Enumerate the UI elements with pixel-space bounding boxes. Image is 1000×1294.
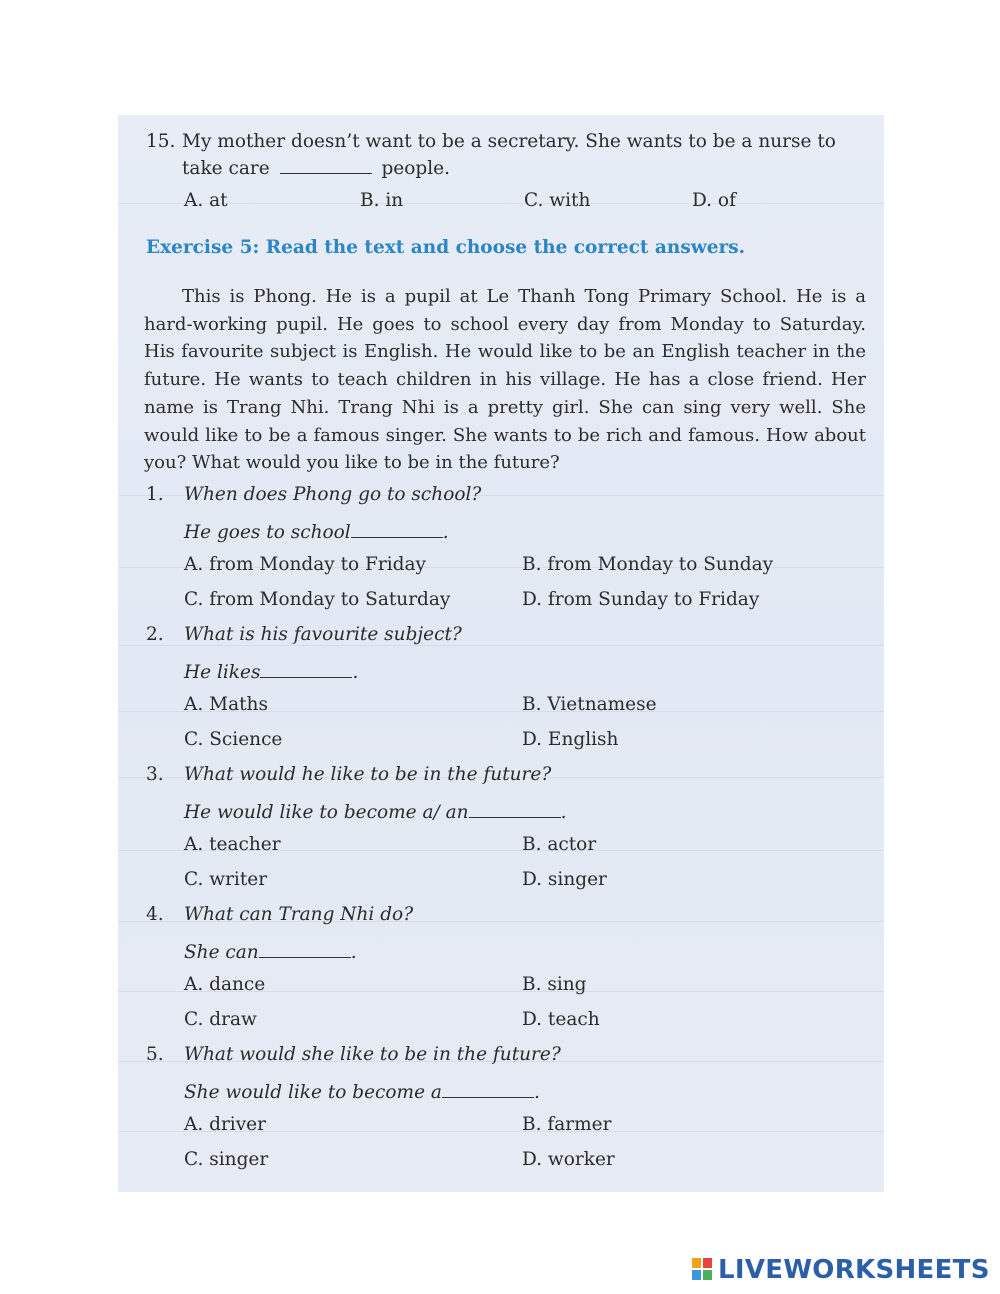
question-number: 2.: [146, 624, 164, 645]
option-a[interactable]: A. teacher: [184, 834, 281, 855]
option-c[interactable]: C. Science: [184, 729, 283, 750]
option-b[interactable]: B. from Monday to Sunday: [522, 554, 774, 575]
question-number: 3.: [146, 764, 164, 785]
option-c[interactable]: C. draw: [184, 1009, 257, 1030]
q15-options: [184, 190, 874, 216]
option-a[interactable]: A. at: [184, 190, 228, 211]
option-b[interactable]: B. Vietnamese: [522, 694, 657, 715]
answer-blank[interactable]: [442, 1079, 534, 1098]
question-text: What can Trang Nhi do?: [184, 904, 414, 925]
answer-line-5: She would like to become a .: [184, 1079, 540, 1103]
option-b[interactable]: B. in: [360, 190, 404, 211]
answer-line-2: He likes .: [184, 659, 358, 683]
option-c[interactable]: C. writer: [184, 869, 268, 890]
question-number: 15.: [146, 131, 176, 152]
option-a[interactable]: A. driver: [184, 1114, 266, 1135]
worksheet-page: [118, 115, 884, 1192]
answer-blank[interactable]: [351, 519, 443, 538]
reading-passage: This is Phong. He is a pupil at Le Thanh Tong Primary School. He is a hard-working pupil. He goes to school every day from Monday to Saturday. His favourite subject is English. He would like to be an English teacher in the future. He wants to teach children in his village. He has a close friend. Her name is Trang Nhi. Trang Nhi is a pretty girl. She can sing very well. She would like to be a famous singer. She wants to be rich and famous. How about you? What would you like to be in the future?: [144, 286, 866, 474]
question-number: 4.: [146, 904, 164, 925]
exercise-title: Exercise 5: Read the text and choose the correct answers.: [146, 237, 746, 258]
option-c[interactable]: C. singer: [184, 1149, 269, 1170]
option-a[interactable]: A. from Monday to Friday: [184, 554, 426, 575]
question-text: When does Phong go to school?: [184, 484, 482, 505]
answer-line-4: She can .: [184, 939, 357, 963]
option-c[interactable]: C. from Monday to Saturday: [184, 589, 451, 610]
option-d[interactable]: D. teach: [522, 1009, 600, 1030]
answer-blank[interactable]: [280, 155, 372, 174]
option-b[interactable]: B. farmer: [522, 1114, 612, 1135]
option-b[interactable]: B. actor: [522, 834, 597, 855]
question-text-line2: take care people.: [146, 155, 876, 182]
question-number: 5.: [146, 1044, 164, 1065]
answer-line-3: He would like to become a/ an .: [184, 799, 566, 823]
option-c[interactable]: C. with: [524, 190, 591, 211]
option-a[interactable]: A. Maths: [184, 694, 268, 715]
question-text: What would she like to be in the future?: [184, 1044, 561, 1065]
answer-line-1: He goes to school .: [184, 519, 449, 543]
logo-text: LIVEWORKSHEETS: [718, 1255, 990, 1285]
liveworksheets-logo-icon: [692, 1258, 714, 1282]
option-a[interactable]: A. dance: [184, 974, 266, 995]
answer-blank[interactable]: [259, 939, 351, 958]
question-text: My mother doesn’t want to be a secretary. She wants to be a nurse to: [182, 131, 836, 152]
question-text: What is his favourite subject?: [184, 624, 462, 645]
option-d[interactable]: D. worker: [522, 1149, 615, 1170]
answer-blank[interactable]: [260, 659, 352, 678]
liveworksheets-logo: [692, 1253, 990, 1287]
option-d[interactable]: D. singer: [522, 869, 607, 890]
question-text: What would he like to be in the future?: [184, 764, 552, 785]
option-d[interactable]: D. English: [522, 729, 619, 750]
option-d[interactable]: D. of: [692, 190, 736, 211]
question-15: [146, 129, 876, 182]
option-d[interactable]: D. from Sunday to Friday: [522, 589, 760, 610]
question-number: 1.: [146, 484, 164, 505]
option-b[interactable]: B. sing: [522, 974, 587, 995]
answer-blank[interactable]: [469, 799, 561, 818]
